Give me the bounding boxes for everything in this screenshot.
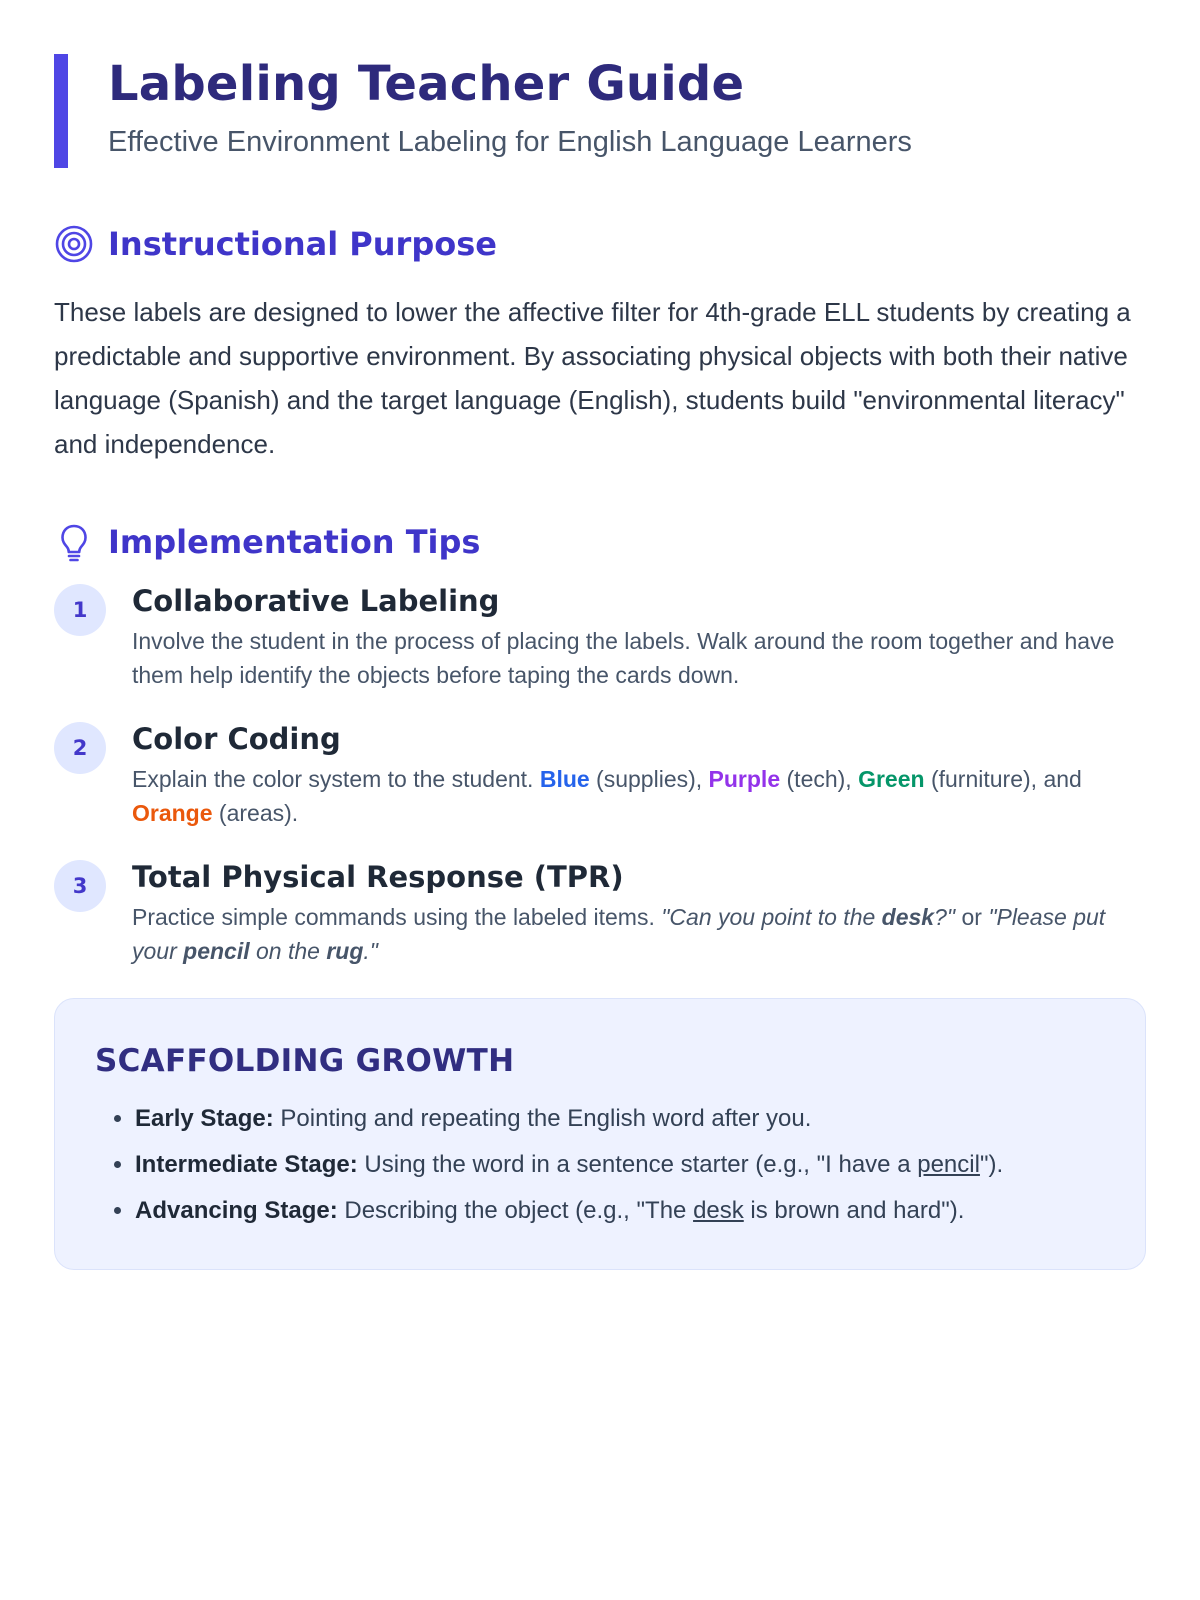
- accent-bar: [54, 54, 68, 168]
- quote-keyword: pencil: [183, 938, 250, 964]
- tip-title: Total Physical Response (TPR): [132, 860, 624, 894]
- purpose-title: Instructional Purpose: [108, 225, 497, 263]
- quote-text: .": [363, 938, 378, 964]
- stage-item: [135, 1195, 1105, 1227]
- target-icon: [54, 224, 94, 264]
- tip-description: [132, 900, 1146, 968]
- color-intro-text: Explain the color system to the student.: [132, 766, 540, 792]
- purpose-text: These labels are designed to lower the affective filter for 4th-grade ELL students by creating a predictable and supportive environment. By associating physical objects with both their native language (Spanish) and the target language (English), students build "environmental literacy" and independence.: [54, 297, 1131, 459]
- stage-text: Pointing and repeating the English word after you.: [273, 1105, 812, 1132]
- stage-underlined-word: pencil: [917, 1151, 980, 1178]
- stage-text: Using the word in a sentence starter (e.g., "I have a: [357, 1151, 918, 1178]
- quote-text: on the: [249, 938, 327, 964]
- stage-item: [135, 1149, 1105, 1181]
- purpose-heading: [54, 224, 1146, 264]
- stage-text: ").: [979, 1151, 1004, 1178]
- color-purple-text: (tech),: [780, 766, 859, 792]
- tip-body: [132, 722, 1146, 830]
- color-purple-label: Purple: [708, 766, 781, 792]
- quote-text: "Please put your: [132, 904, 1106, 964]
- color-orange-text: (areas).: [212, 800, 299, 826]
- tpr-intro-text: Practice simple commands using the labeled items.: [132, 904, 662, 930]
- guide-header: [54, 54, 1146, 168]
- quote-keyword: rug: [326, 938, 364, 964]
- lightbulb-icon: [54, 522, 94, 562]
- tpr-or-text: or: [955, 904, 989, 930]
- color-green-label: Green: [858, 766, 925, 792]
- stage-label: Advancing Stage:: [135, 1197, 338, 1224]
- tips-section: [54, 522, 1146, 968]
- color-green-text: (furniture), and: [924, 766, 1082, 792]
- color-blue-label: Blue: [539, 766, 590, 792]
- tips-heading: [54, 522, 1146, 562]
- tips-list: [54, 584, 1146, 968]
- page-subtitle: Effective Environment Labeling for English Language Learners: [108, 126, 912, 158]
- tip-title: Collaborative Labeling: [132, 584, 500, 618]
- tips-title: Implementation Tips: [108, 523, 481, 561]
- tip-item: [54, 584, 1146, 692]
- stage-label: Early Stage:: [135, 1105, 274, 1132]
- tip-number-badge: 2: [54, 722, 106, 774]
- scaffolding-title: SCAFFOLDING GROWTH: [95, 1043, 515, 1079]
- stage-label: Intermediate Stage:: [135, 1151, 358, 1178]
- tip-title: Color Coding: [132, 722, 341, 756]
- quote-text: "Can you point to the: [661, 904, 882, 930]
- stage-text: is brown and hard").: [743, 1197, 965, 1224]
- page-title: Labeling Teacher Guide: [108, 56, 745, 112]
- stage-text: Describing the object (e.g., "The: [337, 1197, 694, 1224]
- scaffolding-list: [95, 1103, 1105, 1227]
- color-blue-text: (supplies),: [589, 766, 709, 792]
- stage-underlined-word: desk: [693, 1197, 744, 1224]
- tip-body: [132, 584, 1146, 692]
- scaffolding-box: [54, 998, 1146, 1270]
- tip-item: [54, 860, 1146, 968]
- purpose-section: [54, 224, 1146, 466]
- tip-number-badge: 1: [54, 584, 106, 636]
- color-orange-label: Orange: [132, 800, 213, 826]
- tip-number-badge: 3: [54, 860, 106, 912]
- stage-item: [135, 1103, 1105, 1135]
- tpr-example-quote-1: [661, 904, 955, 930]
- tip-description: [132, 762, 1146, 830]
- quote-keyword: desk: [881, 904, 935, 930]
- tip-body: [132, 860, 1146, 968]
- tip-item: [54, 722, 1146, 830]
- quote-text: ?": [934, 904, 956, 930]
- tip-description: Involve the student in the process of placing the labels. Walk around the room together and have them help identify the objects before taping the cards down.: [132, 628, 1115, 688]
